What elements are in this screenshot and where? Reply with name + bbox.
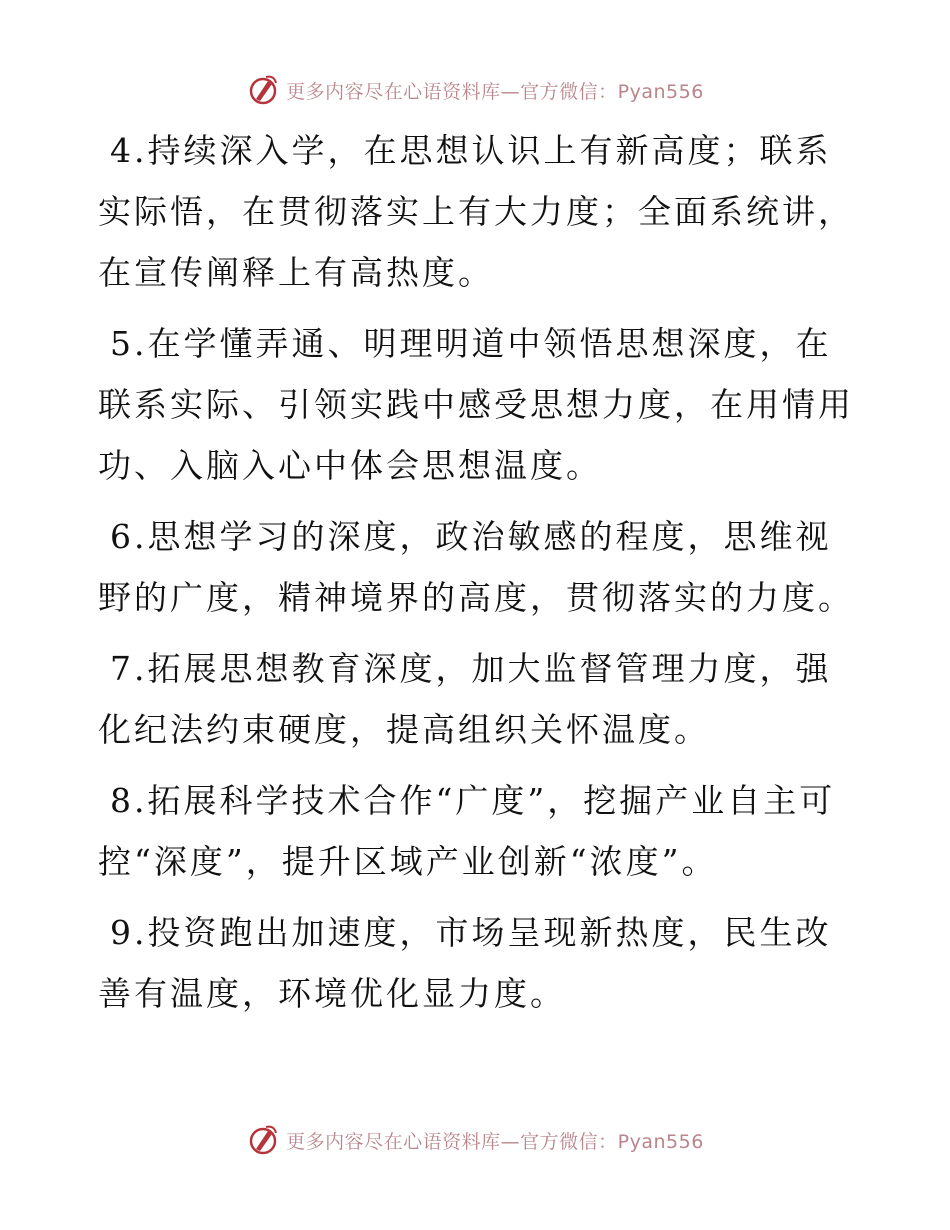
paragraph-4: 4.持续深入学，在思想认识上有新高度；联系实际悟，在贯彻落实上有大力度；全面系统讲，在宣传阐释上有高热度。	[98, 131, 854, 292]
paragraph-6: 6.思想学习的深度，政治敏感的程度，思维视野的广度，精神境界的高度，贯彻落实的力度。	[98, 517, 854, 617]
paragraph-5: 5.在学懂弄通、明理明道中领悟思想深度，在联系实际、引领实践中感受思想力度，在用情用功、入脑入心中体会思想温度。	[98, 324, 854, 485]
footer-watermark	[0, 1120, 950, 1160]
header-watermark-text: 更多内容尽在心语资料库—官方微信：Pyan556	[286, 80, 704, 103]
paragraph-8: 8.拓展科学技术合作“广度”，挖掘产业自主可控“深度”，提升区域产业创新“浓度”。	[98, 781, 836, 881]
header-watermark	[0, 70, 950, 110]
paragraph-7: 7.拓展思想教育深度，加大监督管理力度，强化纪法约束硬度，提高组织关怀温度。	[98, 649, 832, 749]
document-body	[98, 120, 858, 1034]
footer-watermark-text: 更多内容尽在心语资料库—官方微信：Pyan556	[286, 1130, 704, 1153]
pen-seal-logo-icon	[246, 73, 280, 107]
paragraph-9: 9.投资跑出加速度，市场呈现新热度，民生改善有温度，环境优化显力度。	[98, 913, 832, 1013]
pen-seal-logo-icon	[246, 1123, 280, 1157]
